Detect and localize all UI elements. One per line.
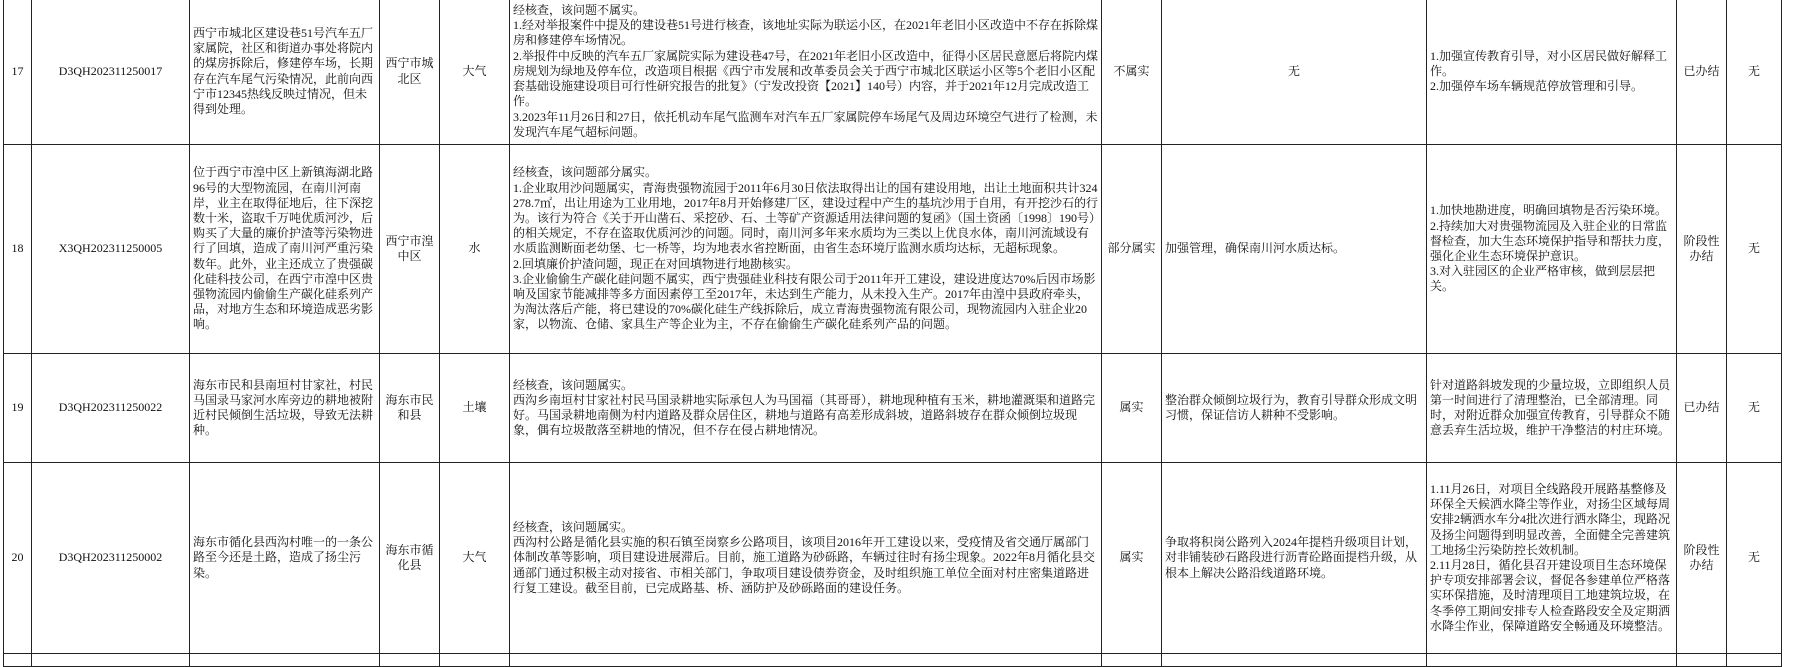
pollution-type: 土壤 bbox=[440, 354, 510, 463]
row-number: 19 bbox=[4, 354, 32, 463]
pollution-type: 大气 bbox=[440, 463, 510, 654]
status: 已办结 bbox=[1677, 354, 1727, 463]
accountability: 无 bbox=[1727, 145, 1782, 354]
status: 阶段性办结 bbox=[1677, 145, 1727, 354]
pollution-type: 水 bbox=[440, 145, 510, 354]
row-number: 20 bbox=[4, 463, 32, 654]
verdict: 部分属实 bbox=[1102, 145, 1162, 354]
investigation-result: 经核查，该问题属实。 西沟村公路是循化县实施的积石镇至岗察乡公路项目，该项目2016年开工建设以来，受疫情及省交通厅属部门体制改革等影响，项目建设进展滞后。目前，施工道路为砂砾路，车辆过往时有扬尘现象。2022年8月循化县交通部门通过积极主动对接省、市相关部门，争取项目建设债券资金，及时组织施工单位全面对村庄密集道路进行复工建设。截至目前，已完成路基、桥、涵防护及砂砾路面的建设任务。 bbox=[510, 463, 1102, 654]
district: 西宁市湟中区 bbox=[380, 145, 440, 354]
verdict: 不属实 bbox=[1102, 0, 1162, 145]
issue-description: 海东市民和县南垣村甘家社，村民马国录马家河水库旁边的耕地被附近村民倾倒生活垃圾，导致无法耕种。 bbox=[190, 354, 380, 463]
handling-opinion: 加强管理，确保南川河水质达标。 bbox=[1162, 145, 1427, 354]
handling-opinion: 无 bbox=[1162, 0, 1427, 145]
pollution-type: 大气 bbox=[440, 0, 510, 145]
row-number: 17 bbox=[4, 0, 32, 145]
issue-description: 西宁市城北区建设巷51号汽车五厂家属院，社区和街道办事处将院内的煤房拆除后，修建停车场，长期存在汽车尾气污染情况，此前向西宁市12345热线反映过情况，但未得到处理。 bbox=[190, 0, 380, 145]
issue-description: 位于西宁市湟中区上新镇海湖北路96号的大型物流园，在南川河南岸，业主在取得征地后，往下深挖数十米，盗取千万吨优质河沙，后购买了大量的廉价护渣等污染物进行了回填，造成了南川河严重污染数年。此外，业主还成立了贵强碳化硅科技公司，在西宁市湟中区贵强物流园内偷偷生产碳化硅系列产品，对地方生态和环境造成恶劣影响。 bbox=[190, 145, 380, 354]
status: 阶段性办结 bbox=[1677, 463, 1727, 654]
district: 海东市民和县 bbox=[380, 354, 440, 463]
verdict: 属实 bbox=[1102, 354, 1162, 463]
table-row bbox=[4, 0, 1782, 145]
district: 西宁市城北区 bbox=[380, 0, 440, 145]
row-number: 18 bbox=[4, 145, 32, 354]
table-row bbox=[4, 354, 1782, 463]
verdict: 属实 bbox=[1102, 463, 1162, 654]
case-table bbox=[3, 0, 1782, 667]
case-code: X3QH202311250005 bbox=[32, 145, 190, 354]
accountability: 无 bbox=[1727, 463, 1782, 654]
case-code: D3QH202311250002 bbox=[32, 463, 190, 654]
rectification-measures: 1.11月26日，对项目全线路段开展路基整修及环保全天候洒水降尘等作业，对扬尘区域每周安排2辆洒水车分4批次进行洒水降尘，现路况及扬尘问题得到明显改善，全面健全完善建筑工地扬尘污染防控长效机制。 2.11月28日，循化县召开建设项目生态环境保护专项安排部署会议，督促各参建单位严格落实环保措施，及时清理项目工地建筑垃圾，在冬季停工期间安排专人检查路段安全及定期洒水降尘作业，保障道路安全畅通及环境整洁。 bbox=[1427, 463, 1677, 654]
status: 已办结 bbox=[1677, 0, 1727, 145]
investigation-result: 经核查，该问题不属实。 1.经对举报案件中提及的建设巷51号进行核查，该地址实际为联运小区，在2021年老旧小区改造中不存在拆除煤房和修建停车场情况。 2.举报件中反映的汽车五厂家属院实际为建设巷47号，在2021年老旧小区改造中，征得小区居民意愿后将院内煤房规划为绿地及停车位，改造项目根据《西宁市发展和改革委员会关于西宁市城北区联运小区等5个老旧小区配套基础设施建设项目可行性研究报告的批复》（宁发改投资【2021】140号）内容，并于2021年12月完成改造工作。 3.2023年11月26日和27日，依托机动车尾气监测车对汽车五厂家属院停车场尾气及周边环境空气进行了检测，未发现汽车尾气超标问题。 bbox=[510, 0, 1102, 145]
accountability: 无 bbox=[1727, 354, 1782, 463]
investigation-result: 经核查，该问题属实。 西沟乡南垣村甘家社村民马国录耕地实际承包人为马国福（其哥哥），耕地现种植有玉米，耕地灌溉渠和道路完好。马国录耕地南侧为村内道路及群众居住区，耕地与道路有高差形成斜坡，道路斜坡存在群众倾倒垃圾现象，偶有垃圾散落至耕地的情况，但不存在侵占耕地情况。 bbox=[510, 354, 1102, 463]
rectification-measures: 针对道路斜坡发现的少量垃圾，立即组织人员第一时间进行了清理整治，已全部清理。同时，对附近群众加强宣传教育，引导群众不随意丢弃生活垃圾，维护干净整洁的村庄环境。 bbox=[1427, 354, 1677, 463]
handling-opinion: 整治群众倾倒垃圾行为，教育引导群众形成文明习惯，保证信访人耕种不受影响。 bbox=[1162, 354, 1427, 463]
district: 海东市循化县 bbox=[380, 463, 440, 654]
table-row bbox=[4, 463, 1782, 654]
accountability: 无 bbox=[1727, 0, 1782, 145]
investigation-result: 经核查，该问题部分属实。 1.企业取用沙问题属实，青海贵强物流园于2011年6月30日依法取得出让的国有建设用地，出让土地面积共计324278.7㎡，出让用途为工业用地，2017年8月开始修建厂区，建设过程中产生的基坑沙用于自用，有开挖沙石的行为。该行为符合《关于开山凿石、采挖砂、石、土等矿产资源适用法律问题的复函》（国土资函〔1998〕190号）的相关规定，不存在盗取优质河沙的问题。同时，南川河多年来水质均为三类以上优良水体，南川河流域设有水质监测断面老幼堡、七一桥等，均为地表水省控断面，由省生态环境厅监测水质均达标，无超标现象。 2.回填廉价护渣问题，现正在对回填物进行地勘核实。 3.企业偷偷生产碳化硅问题不属实，西宁贵强硅业科技有限公司于2011年开工建设，建设进度达70%后因市场影响及国家节能减排等多方面因素停工至2017年，未达到生产能力，从未投入生产。2017年由湟中县政府牵头，为淘汰落后产能，将已建设的70%碳化硅生产线拆除后，成立青海贵强物流有限公司，现物流园内入驻企业20家，以物流、仓储、家具生产等企业为主，不存在偷偷生产碳化硅系列产品的问题。 bbox=[510, 145, 1102, 354]
case-code: D3QH202311250022 bbox=[32, 354, 190, 463]
rectification-measures: 1.加快地勘进度，明确回填物是否污染环境。 2.持续加大对贵强物流园及入驻企业的日常监督检查，加大生态环境保护指导和帮扶力度，强化企业生态环境保护意识。 3.对入驻园区的企业严格审核，做到层层把关。 bbox=[1427, 145, 1677, 354]
case-code: D3QH202311250017 bbox=[32, 0, 190, 145]
table-row bbox=[4, 145, 1782, 354]
handling-opinion: 争取将积岗公路列入2024年提档升级项目计划，对非铺装砂石路段进行沥青砼路面提档升级，从根本上解决公路沿线道路环境。 bbox=[1162, 463, 1427, 654]
issue-description: 海东市循化县西沟村唯一的一条公路至今还是土路，造成了扬尘污染。 bbox=[190, 463, 380, 654]
rectification-measures: 1.加强宣传教育引导，对小区居民做好解释工作。 2.加强停车场车辆规范停放管理和引导。 bbox=[1427, 0, 1677, 145]
table-row-partial bbox=[4, 654, 1782, 667]
